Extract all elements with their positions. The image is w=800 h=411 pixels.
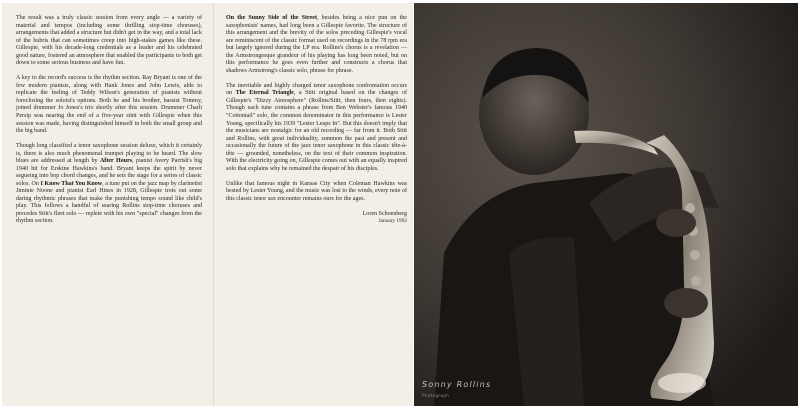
- song-title: The Eternal Triangle: [235, 90, 294, 97]
- text-run: , a tune put on the jazz map by clarinetist Jimmie Noone and pianist Earl Hines in 1928, Gillespie trots out some daring rhythmic phrases that make the punishing tempo sound like child's play. This follows a handful of searing Rollins stop-time choruses and precedes Stitt's fleet solo — replete with his own "special" changes from the rhythm section.: [16, 180, 203, 225]
- left-column-text: [16, 15, 202, 233]
- text-run: Though long classified a tenor saxophone session deluxe, which it certainly is, there is also much phenomenal trumpet playing to be heard. The slow blues are addressed at length by: [16, 142, 202, 165]
- text-run: The result was a truly classic session from every angle — a variety of material and tempos (including some thrilling stop-time choruses), arrangements that added a structure but didn't get in the way, and a total lack of the hubris that can sometimes creep into high-stakes games like these. Gillespie, with his decade-long credentials as a leader and his celebrated good nature, fostered an atmosphere that enabled the participants to both get down to some serious business and have fun.: [16, 15, 202, 67]
- left-page: [2, 3, 214, 406]
- text-run: Unlike that famous night in Kansas City when Coleman Hawkins was bested by Lester Young, and the music was lost to the winds, every note of this classic tenor sax encounter remains ours for the ages.: [226, 180, 407, 202]
- photo-credit: Photograph: [422, 393, 450, 398]
- photo-caption: Sonny Rollins: [422, 380, 492, 389]
- middle-column-text: [226, 15, 407, 226]
- song-title: On the Sunny Side of the Street: [226, 15, 317, 21]
- signature-author: Loren Schoenberg: [362, 210, 407, 217]
- saxophonist-photo-illustration: [414, 3, 798, 406]
- body-paragraph: [226, 15, 407, 75]
- song-title: After Hours: [99, 158, 133, 165]
- middle-page: [214, 3, 413, 406]
- sonny-rollins-photo: [414, 3, 798, 406]
- body-paragraph: [226, 181, 407, 204]
- text-run: , a Stitt original based on the changes of Gillespie's "Dizzy Atmosphere" (Rollins/Stitt, then fours, then eights). Though each tune contains a phrase from Ben Webster's famous 1940 "Cottontail" solo, the common denominator in this performance is Lester Young, specifically his 1939 "Lester Leaps In". But this doesn't imply that the musicians are nostalgic for an old recording — far from it. Both Stitt and Rollins, with great individuality, summon the past and present and occasionally the future of the jazz tenor saxophone in this classic tête-à-tête — grounded, nonetheless, on the text of their common inspiration. With the electricity going on, Gillespie comes out with an equally inspired solo that explains why he remained the despair of his disciples.: [226, 90, 407, 172]
- body-paragraph: [226, 83, 407, 174]
- signature-date: January 1992: [378, 218, 407, 225]
- signature-block: [226, 211, 407, 226]
- body-paragraph: [16, 15, 202, 68]
- text-run: A key to the record's success is the rhythm section. Ray Bryant is one of the few modern pianists, along with Hank Jones and John Lewis, able to replicate the feeling of Teddy Wilson's generation of pianists without foreclosing the soloist's options. Both he and his brother, bassist Tommy, joined drummer Jo Jones's trio shortly after this session. Drummer Charli Persip was nearing the end of a five-year stint with Gillespie when this session was made, having distinguished himself in both the small group and the big band.: [16, 75, 202, 135]
- text-run: , besides being a nice pun on the saxophonists' names, had long been a Gillespie favorite. The structure of this arrangement and the brevity of the solos preceding Gillespie's vocal are reminiscent of the classic format used on recordings in the 78 rpm era but largely ignored during the LP era. Rollins's chorus is a revelation — the Armstrongesque grandeur of his playing has long been noted, but on this performance he goes even further and constructs a chorus that shadows Armstrong's classic solo, phrase for phrase.: [226, 15, 407, 74]
- text-run: , pianist Avery Parrish's big 1940 hit for Erskine Hawkins's band. Bryant keeps the spirit by never segueing into bop chord changes, and he sets the stage for a series of classic solos. On: [16, 158, 202, 187]
- body-paragraph: [16, 143, 202, 226]
- text-run: The inevitable and highly charged tenor saxophone confrontation occurs on: [226, 82, 407, 97]
- body-paragraph: [16, 75, 202, 135]
- song-title: I Know That You Know: [40, 180, 103, 187]
